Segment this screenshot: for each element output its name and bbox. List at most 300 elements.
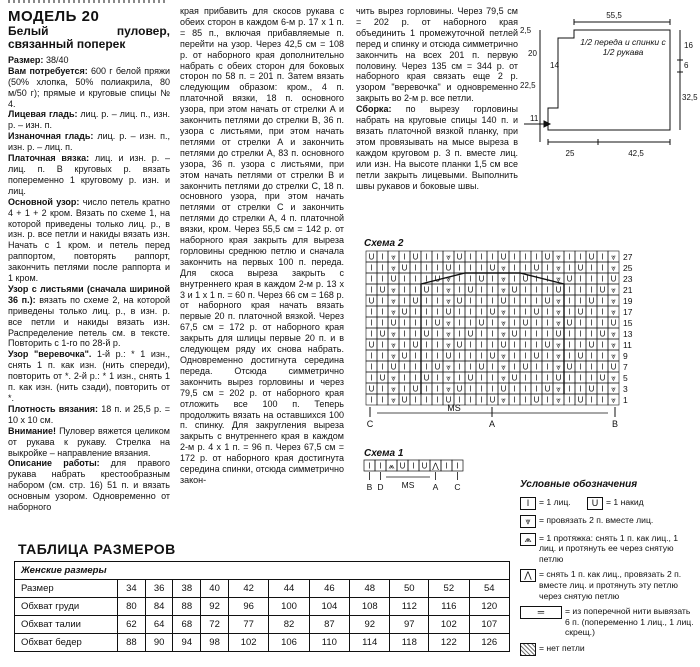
stitch-symbol: I — [524, 285, 527, 295]
stitch-symbol: U — [390, 318, 397, 328]
stitch-symbol: I — [458, 373, 461, 383]
row-number: 1 — [623, 395, 628, 405]
stitch-symbol: U — [533, 307, 540, 317]
stitch-symbol: I — [535, 285, 538, 295]
description-paragraph — [8, 458, 170, 513]
stitch-symbol: U — [379, 373, 386, 383]
schema-2-grid — [366, 251, 619, 405]
table-cell: 98 — [201, 634, 229, 652]
legend-text-k2tog: = провязать 2 п. вместе лиц. — [539, 514, 654, 525]
legend-item-sk2p — [520, 569, 696, 601]
stitch-symbol: ⩔ — [556, 362, 561, 372]
stitch-symbol: I — [469, 263, 472, 273]
stitch-symbol: ⩔ — [501, 362, 506, 372]
stitch-symbol: I — [381, 252, 384, 262]
stitch-symbol: U — [401, 263, 408, 273]
description-label: Описание работы: — [8, 458, 100, 469]
table-cell: 108 — [350, 598, 390, 616]
stitch-symbol: I — [568, 384, 571, 394]
size-table — [14, 561, 510, 652]
stitch-symbol: U — [434, 318, 441, 328]
row-label: Обхват бедер — [15, 634, 118, 652]
stitch-symbol: ⩔ — [391, 340, 396, 350]
stitch-symbol: ⩔ — [501, 307, 506, 317]
stitch-symbol: U — [412, 340, 419, 350]
size-table-header: Женские размеры — [15, 562, 510, 580]
stitch-symbol: I — [425, 351, 428, 361]
table-cell: 42 — [228, 580, 268, 598]
stitch-symbol: I — [403, 329, 406, 339]
stitch-symbol: I — [480, 384, 483, 394]
table-cell: 116 — [429, 598, 469, 616]
stitch-symbol: U — [544, 252, 551, 262]
stitch-symbol: I — [535, 274, 538, 284]
stitch-symbol: I — [458, 285, 461, 295]
arrow-label: C — [366, 419, 374, 429]
rib-label: Платочная вязка: — [8, 153, 90, 164]
table-cell: 52 — [429, 580, 469, 598]
stitch-symbol: I — [568, 263, 571, 273]
text-column-1 — [8, 6, 170, 513]
stitch-symbol: I — [590, 373, 593, 383]
stitch-symbol: I — [370, 285, 373, 295]
arrow-label: C — [454, 482, 461, 492]
rib-paragraph — [8, 153, 170, 197]
size-paragraph — [8, 55, 170, 66]
stitch-symbol: I — [491, 285, 494, 295]
dim-left-c: 22,5 — [520, 81, 536, 90]
stitch-symbol: I — [513, 274, 516, 284]
legend-item-increase — [520, 606, 696, 638]
stitch-symbol: I — [579, 362, 582, 372]
stitch-symbol: I — [436, 296, 439, 306]
table-cell: 110 — [309, 634, 349, 652]
stitch-symbol: I — [381, 395, 384, 405]
stitch-symbol: I — [568, 395, 571, 405]
stitch-symbol: U — [610, 362, 617, 372]
stitch-symbol: I — [458, 263, 461, 273]
stitch-symbol: I — [436, 307, 439, 317]
stitch-symbol: I — [480, 263, 483, 273]
table-row — [15, 616, 510, 634]
stitch-symbol: U — [445, 307, 452, 317]
stitch-symbol: ⩔ — [611, 296, 616, 306]
stitch-symbol: ⩔ — [611, 307, 616, 317]
stitch-symbol: I — [524, 384, 527, 394]
stitch-symbol: U — [599, 285, 606, 295]
stitch-symbol: I — [469, 307, 472, 317]
row-number: 13 — [623, 329, 633, 339]
stitch-symbol: U — [577, 263, 584, 273]
stitch-symbol: I — [458, 362, 461, 372]
table-cell: 107 — [469, 616, 509, 634]
stitch-symbol: I — [480, 285, 483, 295]
stitch-symbol: U — [522, 318, 529, 328]
column-3-text: чить вырез горловины. Через 79,5 см = 202 р. от наборного края объединить 1 промежуточной петлей перед и спинку и отсюда симметрично закончить на всех 201 п. первую половину. Через 135 см = 344 р. от наборного края связать еще 2 р. узором "веревочка" и одновременно закрыть во 2-м р. все петли. — [356, 6, 518, 104]
stitch-symbol: I — [381, 340, 384, 350]
stitch-symbol: ⩔ — [556, 307, 561, 317]
stitch-symbol: I — [414, 263, 417, 273]
stitch-symbol: I — [458, 307, 461, 317]
stitch-symbol: ⩔ — [391, 307, 396, 317]
stitch-symbol: I — [568, 373, 571, 383]
stitch-symbol: I — [579, 373, 582, 383]
rev-stockinette-paragraph — [8, 131, 170, 153]
stitch-symbol: I — [513, 252, 516, 262]
stitch-symbol: I — [436, 263, 439, 273]
stitch-symbol: I — [370, 318, 373, 328]
ssk-icon: ⩕ — [520, 533, 536, 546]
stitch-symbol: I — [546, 318, 549, 328]
stitch-symbol: I — [579, 285, 582, 295]
stitch-symbol: U — [500, 296, 507, 306]
main-pattern-text: число петель кратно 4 + 1 + 2 кром. Вязать по схеме 1, на которой приведены только лиц. р., в изн. р. все петли и накиды вязать изн. Начать с 1 кром. и петель перед раппортом, повторять раппорт, закончить петлями после раппорта и 1 кром. — [8, 196, 170, 284]
stitch-symbol: ⋀ — [432, 461, 439, 471]
table-row — [15, 580, 510, 598]
stitch-symbol: U — [412, 252, 419, 262]
stitch-symbol: I — [480, 351, 483, 361]
stockinette-paragraph — [8, 109, 170, 131]
assembly-label: Сборка: — [356, 104, 392, 115]
stitch-symbol: I — [381, 351, 384, 361]
stitch-symbol: I — [403, 362, 406, 372]
stitch-symbol: U — [368, 296, 375, 306]
stitch-symbol: I — [425, 384, 428, 394]
stitch-symbol: U — [522, 362, 529, 372]
stitch-symbol: ⩔ — [611, 340, 616, 350]
stitch-symbol: ⩔ — [446, 318, 451, 328]
stitch-symbol: ⩔ — [556, 296, 561, 306]
table-cell: 90 — [145, 634, 173, 652]
stitch-symbol: I — [480, 307, 483, 317]
stitch-symbol: I — [480, 329, 483, 339]
stitch-symbol: I — [491, 384, 494, 394]
stitch-symbol: U — [456, 340, 463, 350]
stitch-symbol: I — [445, 461, 448, 471]
stitch-symbol: I — [513, 384, 516, 394]
table-cell: 48 — [350, 580, 390, 598]
repeat-label: MS — [401, 480, 415, 490]
k2tog-icon: ⩔ — [520, 515, 536, 528]
stitch-symbol: I — [513, 296, 516, 306]
row-number: 25 — [623, 263, 633, 273]
stitch-symbol: ⩔ — [446, 340, 451, 350]
stitch-symbol: U — [489, 351, 496, 361]
stitch-symbol: ⩔ — [501, 274, 506, 284]
stitch-symbol: I — [546, 373, 549, 383]
row-label: Обхват груди — [15, 598, 118, 616]
stitch-symbol: ⩔ — [501, 263, 506, 273]
stitch-symbol: ⩔ — [501, 373, 506, 383]
stitch-symbol: U — [555, 373, 562, 383]
stitch-symbol: I — [469, 252, 472, 262]
stitch-symbol: I — [425, 252, 428, 262]
table-cell: 94 — [173, 634, 201, 652]
stitch-symbol: I — [403, 296, 406, 306]
stitch-symbol: I — [414, 274, 417, 284]
stitch-symbol: I — [491, 252, 494, 262]
stitch-symbol: I — [601, 274, 604, 284]
stitch-symbol: I — [458, 318, 461, 328]
table-cell: 118 — [390, 634, 429, 652]
stitch-symbol: I — [469, 351, 472, 361]
stitch-symbol: ⩔ — [446, 362, 451, 372]
stitch-symbol: I — [590, 329, 593, 339]
legend-text-knit: = 1 лиц. — [539, 496, 571, 507]
stitch-symbol: I — [601, 362, 604, 372]
table-cell: 72 — [201, 616, 229, 634]
gauge-text: 18 п. и 25,5 р. = 10 х 10 см. — [8, 403, 170, 425]
stockinette-label: Лицевая гладь: — [8, 109, 78, 120]
stitch-symbol: I — [579, 318, 582, 328]
table-cell: 104 — [309, 598, 349, 616]
stitch-symbol: I — [469, 362, 472, 372]
stitch-symbol: ⩔ — [446, 285, 451, 295]
stitch-symbol: I — [590, 263, 593, 273]
stitch-symbol: U — [500, 384, 507, 394]
stitch-symbol: I — [568, 296, 571, 306]
top-dots-decoration — [8, 0, 168, 3]
stitch-symbol: U — [456, 384, 463, 394]
gauge-paragraph — [8, 404, 170, 426]
stitch-symbol: ⩔ — [446, 296, 451, 306]
table-cell: 92 — [201, 598, 229, 616]
stitch-symbol: U — [423, 329, 430, 339]
legend-text-sk2p: = снять 1 п. как лиц., провязать 2 п. вместе лиц. и протянуть эту петлю через снятую петлю — [539, 569, 682, 601]
sk2p-icon: ⋀ — [520, 569, 536, 582]
schema-2-title: Схема 2 — [364, 238, 404, 249]
dim-left-a: 20 — [528, 49, 537, 58]
stitch-symbol: U — [423, 285, 430, 295]
stitch-symbol: U — [577, 307, 584, 317]
stitch-symbol: I — [601, 351, 604, 361]
table-cell: 50 — [390, 580, 429, 598]
table-cell: 92 — [350, 616, 390, 634]
table-cell: 100 — [269, 598, 309, 616]
schema-2-chart — [364, 249, 654, 429]
stitch-symbol: U — [423, 373, 430, 383]
stitch-symbol: U — [489, 307, 496, 317]
garment-schematic — [518, 8, 696, 160]
stitch-symbol: I — [568, 329, 571, 339]
yarn-label: Вам потребуется: — [8, 65, 88, 76]
stitch-symbol: ⩔ — [446, 274, 451, 284]
stitch-symbol: I — [425, 274, 428, 284]
stitch-symbol: I — [480, 296, 483, 306]
stitch-symbol: I — [546, 307, 549, 317]
table-cell: 88 — [173, 598, 201, 616]
stitch-symbol: I — [414, 351, 417, 361]
yarn-over-icon: U — [587, 497, 603, 510]
stitch-symbol: I — [370, 395, 373, 405]
stitch-symbol: ⩔ — [611, 395, 616, 405]
stitch-symbol: I — [546, 274, 549, 284]
stitch-symbol: I — [491, 362, 494, 372]
stitch-symbol: U — [544, 384, 551, 394]
stitch-symbol: U — [445, 395, 452, 405]
stitch-symbol: I — [513, 362, 516, 372]
stitch-symbol: I — [568, 340, 571, 350]
rev-stockinette-text: лиц. р. – изн. п., изн. р. – лиц. п. — [8, 131, 170, 153]
stitch-symbol: U — [500, 340, 507, 350]
stitch-symbol: I — [436, 252, 439, 262]
table-cell: 38 — [173, 580, 201, 598]
stitch-symbol: I — [425, 318, 428, 328]
table-cell: 106 — [269, 634, 309, 652]
stitch-symbol: U — [478, 318, 485, 328]
stitch-symbol: U — [610, 318, 617, 328]
table-cell: 44 — [269, 580, 309, 598]
arrow-label: B — [611, 419, 619, 429]
stitch-symbol: ⩔ — [611, 384, 616, 394]
text-column-2 — [180, 6, 344, 486]
stitch-symbol: I — [458, 274, 461, 284]
stitch-symbol: ⩔ — [391, 395, 396, 405]
stitch-symbol: I — [590, 395, 593, 405]
stitch-symbol: I — [535, 362, 538, 372]
legend-text-yarnover: = 1 накид — [606, 496, 644, 507]
table-cell: 36 — [145, 580, 173, 598]
stitch-symbol: I — [601, 252, 604, 262]
stitch-symbol: U — [489, 263, 496, 273]
table-cell: 80 — [118, 598, 146, 616]
stitch-symbol: I — [524, 263, 527, 273]
row-number: 17 — [623, 307, 633, 317]
stitch-symbol: U — [566, 318, 573, 328]
schema-1-title: Схема 1 — [364, 448, 404, 459]
stitch-symbol: I — [425, 395, 428, 405]
arrow-label: A — [488, 419, 496, 429]
stitch-symbol: I — [546, 362, 549, 372]
stitch-symbol: I — [601, 307, 604, 317]
stitch-symbol: ⩔ — [391, 384, 396, 394]
size-table-title: ТАБЛИЦА РАЗМЕРОВ — [18, 541, 176, 557]
row-label: Обхват талии — [15, 616, 118, 634]
table-row — [15, 598, 510, 616]
dim-bottom-a: 25 — [565, 149, 575, 158]
stitch-symbol: I — [535, 329, 538, 339]
stitch-symbol: ⩔ — [611, 329, 616, 339]
stitch-symbol: U — [533, 351, 540, 361]
stitch-symbol: I — [403, 340, 406, 350]
stitch-symbol: I — [370, 263, 373, 273]
table-cell: 62 — [118, 616, 146, 634]
stitch-symbol: ⩔ — [556, 318, 561, 328]
stitch-symbol: I — [480, 340, 483, 350]
stitch-symbol: U — [467, 373, 474, 383]
stitch-symbol: U — [555, 329, 562, 339]
row-number: 5 — [623, 373, 628, 383]
stitch-symbol: U — [401, 351, 408, 361]
stitch-symbol: I — [480, 252, 483, 262]
stitch-symbol: ⩔ — [391, 373, 396, 383]
stitch-symbol: ⩔ — [446, 373, 451, 383]
stitch-symbol: U — [379, 285, 386, 295]
legend-text-increase: = из поперечной нити вывязать 6 п. (попеременно 1 лиц., 1 лиц. скрещ.) — [565, 606, 694, 638]
table-cell: 114 — [350, 634, 390, 652]
stitch-symbol: I — [436, 395, 439, 405]
stitch-symbol: I — [601, 395, 604, 405]
stitch-symbol: ⩔ — [391, 285, 396, 295]
leaf-pattern-text: вязать по схеме 2, на которой приведены только лиц. р., в изн. р. все петли и накиды вязать изн. Распределение петель см. в тексте. Повторить с 1-го по 28-й р. — [8, 294, 170, 349]
stitch-symbol: ⩔ — [556, 274, 561, 284]
stitch-symbol: I — [414, 318, 417, 328]
stitch-symbol: I — [579, 252, 582, 262]
stitch-symbol: U — [566, 362, 573, 372]
stitch-symbol: U — [368, 340, 375, 350]
stockinette-text: лиц. р. – лиц. п., изн. р. – изн. п. — [8, 109, 170, 131]
stitch-symbol: ⩔ — [556, 351, 561, 361]
stitch-symbol: I — [513, 307, 516, 317]
stitch-symbol: I — [524, 340, 527, 350]
stitch-symbol: U — [511, 285, 518, 295]
stitch-symbol: I — [436, 285, 439, 295]
stitch-symbol: I — [601, 318, 604, 328]
stitch-symbol: I — [524, 307, 527, 317]
stitch-symbol: I — [579, 384, 582, 394]
attention-text: Пуловер вяжется целиком от рукава к рукаву. Стрелка на выкройке – направление вязания. — [8, 425, 170, 458]
stitch-symbol: I — [381, 318, 384, 328]
dim-right-b: 6 — [684, 61, 689, 70]
stitch-symbol: I — [436, 329, 439, 339]
stitch-symbol: ⩔ — [501, 285, 506, 295]
stitch-symbol: I — [425, 340, 428, 350]
stitch-symbol: I — [524, 395, 527, 405]
stitch-symbol: I — [403, 318, 406, 328]
stitch-symbol: I — [590, 362, 593, 372]
stitch-symbol: U — [412, 384, 419, 394]
table-cell: 34 — [118, 580, 146, 598]
row-number: 21 — [623, 285, 633, 295]
table-cell: 87 — [309, 616, 349, 634]
stitch-symbol: I — [370, 362, 373, 372]
row-number: 3 — [623, 384, 628, 394]
stitch-symbol: I — [568, 307, 571, 317]
stitch-symbol: I — [381, 362, 384, 372]
stitch-symbol: ⩔ — [611, 252, 616, 262]
table-cell: 84 — [145, 598, 173, 616]
stitch-symbol: U — [566, 274, 573, 284]
table-cell: 120 — [469, 598, 509, 616]
stitch-symbol: I — [403, 373, 406, 383]
stitch-symbol: I — [436, 373, 439, 383]
stitch-symbol: U — [445, 351, 452, 361]
increase-icon: ═ — [520, 606, 562, 619]
schema-1-chart — [360, 458, 470, 498]
stitch-symbol: I — [414, 362, 417, 372]
stitch-symbol: I — [370, 351, 373, 361]
stitch-symbol: U — [401, 307, 408, 317]
legend-title: Условные обозначения — [520, 479, 638, 490]
rope-pattern-text: 1-й р.: * 1 изн., снять 1 п. как изн. (нить спереди), повторить от *. 2-й р.: * 1 изн., снять 1 п. как изн. (нить сзади), повторить от *. — [8, 349, 170, 403]
stitch-symbol: I — [381, 384, 384, 394]
stitch-symbol: I — [546, 285, 549, 295]
table-cell: 68 — [173, 616, 201, 634]
stitch-symbol: I — [513, 318, 516, 328]
stitch-symbol: I — [425, 296, 428, 306]
assembly-paragraph — [356, 104, 518, 191]
stitch-symbol: I — [546, 351, 549, 361]
repeat-label: MS — [447, 403, 461, 413]
row-number: 7 — [623, 362, 628, 372]
stitch-symbol: I — [469, 274, 472, 284]
stitch-symbol: I — [381, 307, 384, 317]
stitch-symbol: ⩔ — [446, 252, 451, 262]
table-cell: 102 — [228, 634, 268, 652]
stitch-symbol: ⩔ — [611, 285, 616, 295]
stitch-symbol: I — [403, 274, 406, 284]
description-text: для правого рукава набрать крестообразным набором (см. стр. 16) 51 п. и вязать основным узором. Одновременно от наборного — [8, 458, 170, 513]
